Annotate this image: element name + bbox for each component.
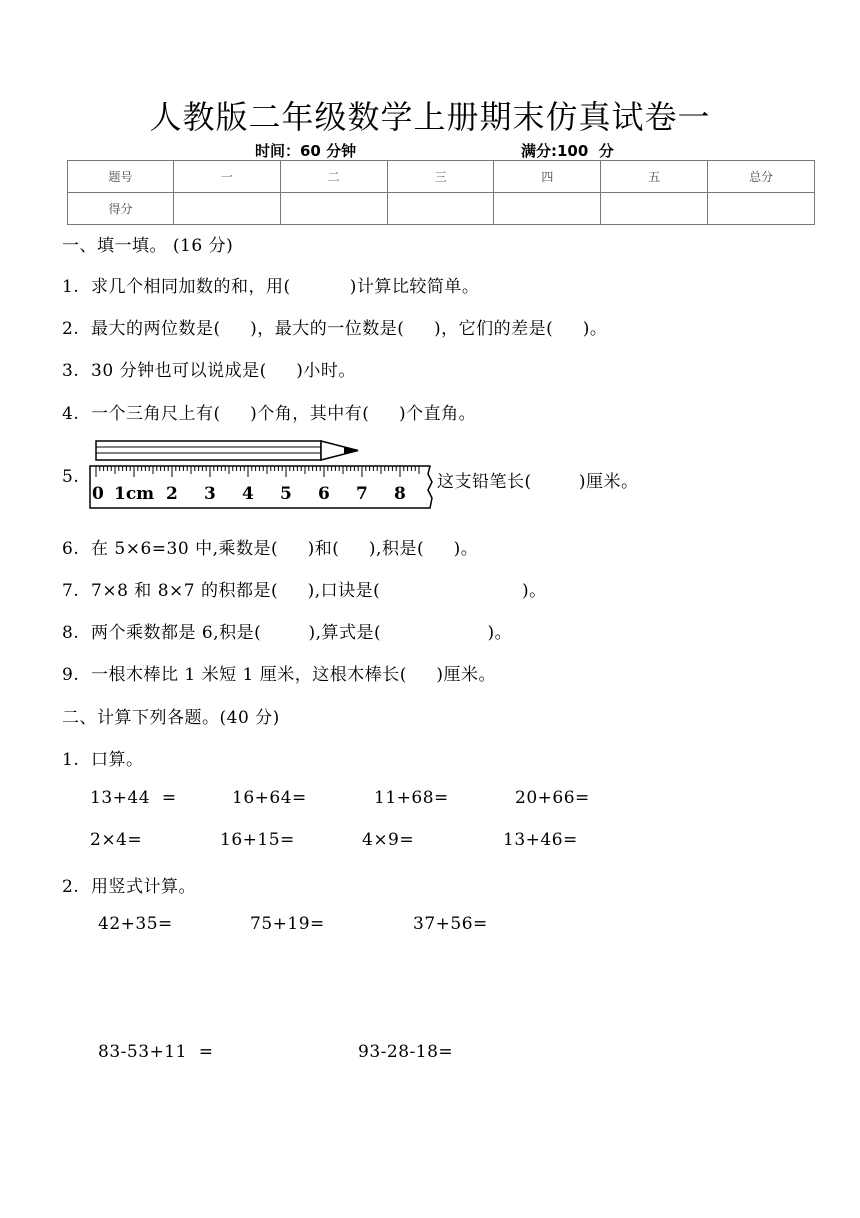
ruler-label: 2 xyxy=(166,484,178,504)
score-header-cell: 题号 xyxy=(68,161,174,193)
question-3: 3. 30 分钟也可以说成是( )小时。 xyxy=(62,361,356,381)
vertical-problem: 93-28-18= xyxy=(358,1042,454,1062)
score-header-cell: 四 xyxy=(494,161,601,193)
score-header-cell: 二 xyxy=(280,161,387,193)
ruler-label: 5 xyxy=(280,484,292,504)
score-input-cell[interactable] xyxy=(494,193,601,225)
ruler-label: 8 xyxy=(394,484,406,504)
exam-time: 时间：60 分钟 xyxy=(255,142,357,160)
score-table-header-row xyxy=(68,161,815,193)
score-input-cell[interactable] xyxy=(280,193,387,225)
question-8: 8. 两个乘数都是 6,积是( ),算式是( )。 xyxy=(62,623,513,643)
oral-problem: 13+44 = xyxy=(90,788,177,808)
question-5-number: 5. xyxy=(62,467,80,487)
oral-problem: 13+46= xyxy=(503,830,578,850)
score-input-cell[interactable] xyxy=(601,193,708,225)
full-score: 满分:100 分 xyxy=(521,142,614,160)
ruler-label: 3 xyxy=(204,484,216,504)
section-2-heading: 二、计算下列各题。(40 分) xyxy=(62,708,280,728)
question-5-text: 这支铅笔长( )厘米。 xyxy=(437,472,639,492)
pencil-icon xyxy=(96,441,358,460)
oral-problem: 16+64= xyxy=(232,788,307,808)
pencil-ruler-figure xyxy=(86,436,436,514)
oral-problem: 2×4= xyxy=(90,830,143,850)
ruler-label: 0 xyxy=(92,484,104,504)
question-7: 7. 7×8 和 8×7 的积都是( ),口诀是( )。 xyxy=(62,581,547,601)
score-input-cell[interactable] xyxy=(174,193,281,225)
ruler-label: 7 xyxy=(356,484,368,504)
score-header-cell: 三 xyxy=(387,161,494,193)
page-title: 人教版二年级数学上册期末仿真试卷一 xyxy=(149,98,711,136)
ruler-label: 4 xyxy=(242,484,254,504)
ruler-label: 1cm xyxy=(114,484,155,504)
score-header-cell: 一 xyxy=(174,161,281,193)
question-4: 4. 一个三角尺上有( )个角，其中有( )个直角。 xyxy=(62,404,477,424)
vertical-problem: 75+19= xyxy=(250,914,325,934)
vertical-problem: 42+35= xyxy=(98,914,173,934)
score-header-cell: 总分 xyxy=(708,161,815,193)
part-1-title: 1. 口算。 xyxy=(62,750,144,770)
oral-problem: 20+66= xyxy=(515,788,590,808)
score-row-label: 得分 xyxy=(68,193,174,225)
oral-problem: 16+15= xyxy=(220,830,295,850)
score-header-cell: 五 xyxy=(601,161,708,193)
question-2: 2. 最大的两位数是( )，最大的一位数是( )，它们的差是( )。 xyxy=(62,319,608,339)
question-9: 9. 一根木棒比 1 米短 1 厘米，这根木棒长( )厘米。 xyxy=(62,665,497,685)
score-table-score-row xyxy=(68,193,815,225)
question-6: 6. 在 5×6=30 中,乘数是( )和( ),积是( )。 xyxy=(62,539,479,559)
question-1: 1. 求几个相同加数的和，用( )计算比较简单。 xyxy=(62,277,480,297)
score-input-cell[interactable] xyxy=(708,193,815,225)
oral-problem: 4×9= xyxy=(362,830,415,850)
part-2-title: 2. 用竖式计算。 xyxy=(62,877,197,897)
score-table xyxy=(67,160,815,225)
ruler-label: 6 xyxy=(318,484,330,504)
vertical-problem: 83-53+11 = xyxy=(98,1042,214,1062)
ruler-icon xyxy=(90,466,432,508)
vertical-problem: 37+56= xyxy=(413,914,488,934)
score-input-cell[interactable] xyxy=(387,193,494,225)
section-1-heading: 一、填一填。 (16 分) xyxy=(62,236,234,256)
oral-problem: 11+68= xyxy=(374,788,449,808)
